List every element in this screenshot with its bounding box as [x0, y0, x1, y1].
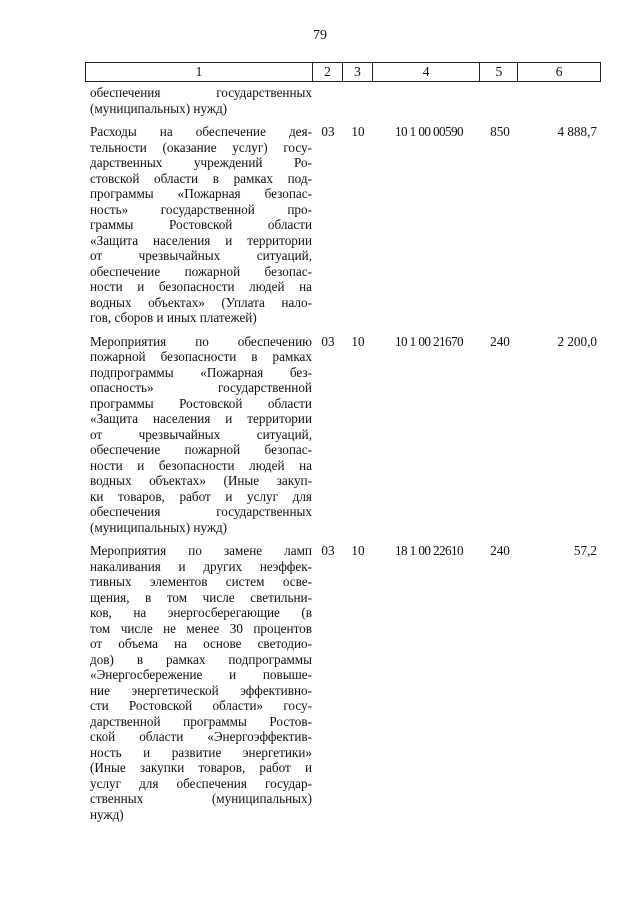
column-header-3: 3: [343, 63, 373, 81]
row-expense-type: [481, 85, 519, 116]
row-section-code: 03: [321, 333, 335, 349]
table-row: [85, 334, 601, 536]
description-line: ность и развитие энергетики»: [90, 744, 312, 760]
row-expense-type: 240: [490, 543, 510, 558]
description-line: подпрограммы «Пожарная без-: [90, 364, 312, 380]
description-line: «Защита населения и территории: [90, 411, 312, 426]
row-section-code: 03: [321, 124, 335, 139]
description-line: ственных (муниципальных): [90, 791, 312, 806]
description-line: дарственных учреждений Ро-: [90, 155, 312, 170]
row-amount: 4 888,7: [557, 124, 597, 139]
row-target-article: 18 1 00 22610: [394, 543, 464, 558]
description-line: программы «Пожарная безопас-: [90, 186, 312, 201]
description-line: ние энергетической эффективно-: [90, 682, 312, 698]
description-line: ки товаров, работ и услуг для: [90, 488, 312, 504]
row-amount: 57,2: [573, 543, 597, 558]
column-header-4: 4: [373, 63, 481, 81]
row-amount: 2 200,0: [557, 333, 597, 349]
description-line: «Энергосбережение и повыше-: [90, 667, 312, 682]
description-line: (Иные закупки товаров, работ и: [90, 760, 312, 775]
description-line: опасность» государственной: [90, 380, 312, 395]
description-line: водных объектах» (Иные закуп-: [90, 473, 312, 488]
row-expense-type: 850: [490, 124, 510, 139]
description-line: ность» государственной про-: [90, 201, 312, 217]
table-row: [85, 124, 601, 326]
description-line: обеспечение пожарной безопас-: [90, 263, 312, 279]
description-line: ности и безопасности людей на: [90, 279, 312, 294]
description-line: (муниципальных) нужд): [90, 100, 228, 116]
description-line: стовской области в рамках под-: [90, 170, 312, 186]
description-line: щения, в том числе светильни-: [90, 589, 312, 605]
description-line: тельности (оказание услуг) госу-: [90, 139, 312, 155]
description-line: услуг для обеспечения государ-: [90, 775, 312, 791]
row-target-article: [373, 85, 481, 116]
row-description: [85, 334, 313, 536]
row-subsection-code: 10: [351, 543, 365, 558]
description-line: Мероприятия по обеспечению: [90, 333, 312, 349]
description-line: дарственной программы Ростов-: [90, 713, 312, 729]
description-line: обеспечения государственных: [90, 85, 312, 100]
row-subsection-code: 10: [351, 124, 365, 139]
description-line: накаливания и других неэффек-: [90, 558, 312, 574]
description-line: Расходы на обеспечение дея-: [90, 124, 312, 139]
table-row: [85, 85, 601, 116]
page-number: 79: [313, 28, 327, 43]
description-line: водных объектах» (Уплата нало-: [90, 294, 312, 310]
description-line: «Защита населения и территории: [90, 232, 312, 248]
row-section-code: 03: [321, 543, 335, 558]
description-line: обеспечение пожарной безопас-: [90, 442, 312, 457]
row-description: [85, 543, 313, 822]
description-line: от чрезвычайных ситуаций,: [90, 248, 312, 263]
description-line: сти Ростовской области» госу-: [90, 698, 312, 713]
row-description: [85, 124, 313, 326]
description-line: ности и безопасности людей на: [90, 457, 312, 473]
description-line: гов, сборов и иных платежей): [90, 310, 257, 325]
description-line: тивных элементов систем осве-: [90, 574, 312, 589]
column-header-5: 5: [480, 63, 518, 81]
table-header-row: [85, 62, 601, 82]
description-line: от чрезвычайных ситуаций,: [90, 426, 312, 442]
row-subsection-code: [343, 85, 373, 116]
row-expense-type: 240: [490, 333, 510, 349]
description-line: ской области «Энергоэффектив-: [90, 729, 312, 744]
description-line: нужд): [90, 806, 124, 822]
row-subsection-code: 10: [351, 333, 365, 349]
description-line: ков, на энергосберегающие (в: [90, 605, 312, 620]
description-line: пожарной безопасности в рамках: [90, 349, 312, 364]
description-line: граммы Ростовской области: [90, 217, 312, 232]
table-row: [85, 543, 601, 822]
description-line: (муниципальных) нужд): [90, 519, 228, 535]
description-line: обеспечения государственных: [90, 504, 312, 519]
description-line: том числе не менее 30 процентов: [90, 620, 312, 636]
column-header-2: 2: [313, 63, 343, 81]
description-line: от объема на основе светодио-: [90, 636, 312, 651]
row-section-code: [313, 85, 343, 116]
column-header-6: 6: [555, 64, 563, 79]
row-amount: [519, 85, 601, 116]
description-line: Мероприятия по замене ламп: [90, 543, 312, 558]
table-body: [85, 85, 601, 822]
description-line: дов) в рамках подпрограммы: [90, 651, 312, 667]
row-target-article: 10 1 00 21670: [394, 333, 464, 349]
row-description: [85, 85, 313, 116]
row-target-article: 10 1 00 00590: [394, 124, 464, 139]
description-line: программы Ростовской области: [90, 395, 312, 411]
column-header-1: 1: [86, 63, 313, 81]
